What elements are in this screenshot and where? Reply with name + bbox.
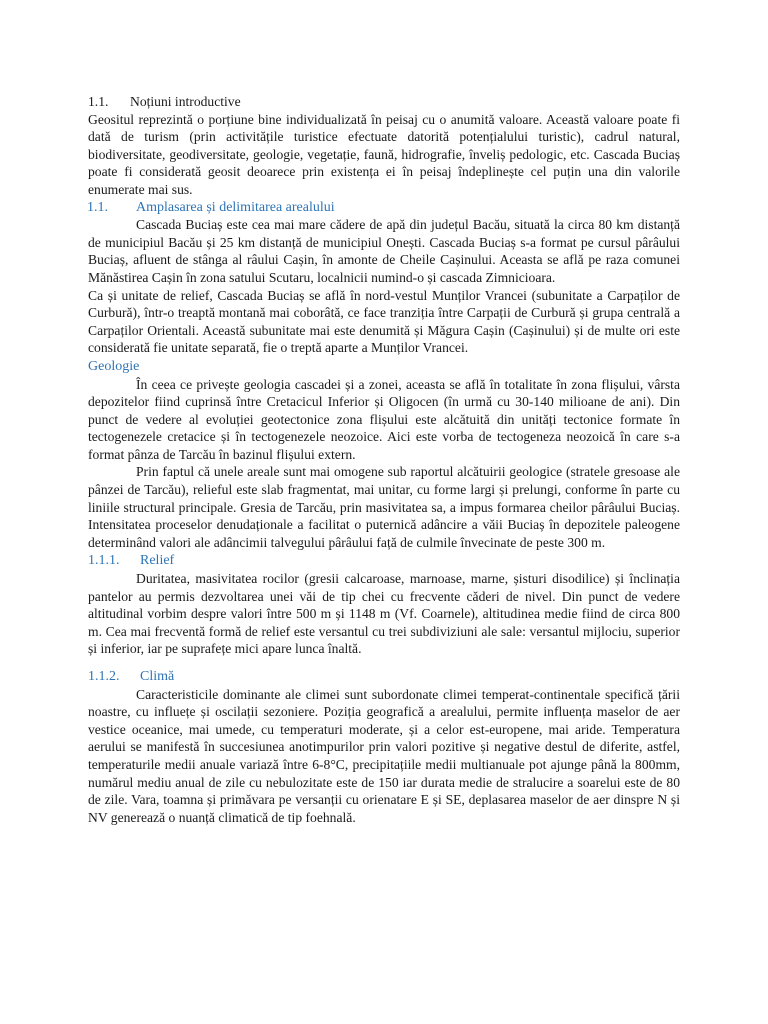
heading-intro [88,93,680,111]
heading-climate-number: 1.1.2. [88,669,120,684]
heading-relief [88,552,680,570]
heading-geology-title: Geologie [88,358,140,374]
heading-geology [88,358,680,376]
paragraph-location-2: Ca și unitate de relief, Cascada Buciaș se află în nord-vestul Munților Vrancei (subunitate a Carpaților de Curbură), într-o treaptă montană mai coborâtă, ce face tranziția între Carpații de Curbură și grupa centrală a Carpaților Orientali. Această subunitate mai este denumită și Măgura Cașin (Cașinului) și de multe ori este considerată fie unitate separată, fie o treptă aparte a Munților Vrancei. [88,287,680,356]
heading-location-number: 1.1. [87,199,108,215]
heading-intro-title: Noțiuni introductive [130,94,241,109]
paragraph-climate: Caracteristicile dominante ale climei sunt subordonate climei temperat-continentale specifică țării noastre, cu influețe și oscilații sezoniere. Poziția geografică a arealului, permite influența maselor de aer vestice oceanice, mai umede, cu temperaturi moderate, și a celor est-europene, mai aride. Temperatura aerului se manifestă în succesiunea anotimpurilor prin valori pozitive și negative destul de diferite, astfel, temperaturile medii anuale variază între 6-8°C, precipitațiile medii multianuale pot ajunge până la 800mm, numărul mediu anual de zile cu nebulozitate este de 150 iar durata medie de stralucire a soarelui este de 80 de zile. Vara, toamna și primăvara pe versanții cu orienatare E și SE, deplasarea maselor de aer dinspre N și NV generează o nuanță climatică de tip foehnală. [88,686,680,825]
heading-relief-number: 1.1.1. [88,553,120,569]
heading-relief-title: Relief [140,553,175,569]
paragraph-geology-2: Prin faptul că unele areale sunt mai omogene sub raportul alcătuirii geologice (stratele gresoase ale pânzei de Tarcău), relieful este slab fragmentat, mai unitar, cu forme largi și prelungi, conforme în parte cu liniile structural principale. Gresia de Tarcău, prin masivitatea sa, a impus formarea cheilor pârâului Buciaș. Intensitatea proceselor denudaționale a facilitat o puternică adâncire a văii Buciaș în depozitele paleogene determinând valori ale adâncimii talvegului pârâului față de culmile învecinate de peste 300 m. [88,464,680,550]
heading-climate [88,668,680,686]
heading-location [87,199,680,217]
heading-intro-number: 1.1. [88,94,109,109]
heading-climate-title: Climă [140,669,175,684]
paragraph-geology-1: În ceea ce privește geologia cascadei și a zonei, aceasta se află în totalitate în zona flișului, vârsta depozitelor fiind cuprinsă între Cretacicul Inferior și Oligocen (în urmă cu 30-140 milioane de ani). Din punct de vedere al evoluției geotectonice zona flișului este alcătuită din unități tectonice formate în tectogenezele cretacice și în tectogenezele neozoice. Aici este vorba de tectogeneza neozoică în care s-a format pânza de Tarcău în bazinul flișului extern. [88,376,680,462]
paragraph-location-1: Cascada Buciaș este cea mai mare cădere de apă din județul Bacău, situată la circa 80 km distanță de municipiul Bacău și 25 km distanță de municipiul Onești. Cascada Buciaș s-a format pe cursul pârâului Buciaș, afluent de stânga al râului Cașin, în amonte de Cheile Cașinului. Aceasta se află pe raza comunei Mănăstirea Cașin în zona satului Scutaru, localnicii numind-o și cascada Zimnicioara. [88,217,680,285]
paragraph-relief: Duritatea, masivitatea rocilor (gresii calcaroase, marnoase, marne, șisturi disodilice) și înclinația pantelor au permis dezvoltarea unei văi de tip chei cu frecvente căderi de nivel. Din punct de vedere altitudinal vorbim despre valori între 500 m și 1148 m (Vf. Coarnele), altitudinea medie fiind de circa 800 m. Cea mai frecventă formă de relief este versantul cu trei subdiviziuni ale sale: versantul mijlociu, superior și inferior, iar pe suprafețe mici apare lunca înaltă. [88,571,680,657]
heading-location-title: Amplasarea și delimitarea arealului [136,199,335,215]
paragraph-intro: Geositul reprezintă o porțiune bine individualizată în peisaj cu o anumită valoare. Această valoare poate fi dată de turism (prin activitățile turistice efectuate datorită potențialului turistic), cadrul natural, biodiversitate, geodiversitate, geologie, vegetație, faună, hidrografie, înveliș pedologic, etc. Cascada Buciaș poate fi considerată geosit deoarece prin existența ei în peisaj îndeplinește cel puțin una din valorile enumerate mai sus. [88,111,680,197]
